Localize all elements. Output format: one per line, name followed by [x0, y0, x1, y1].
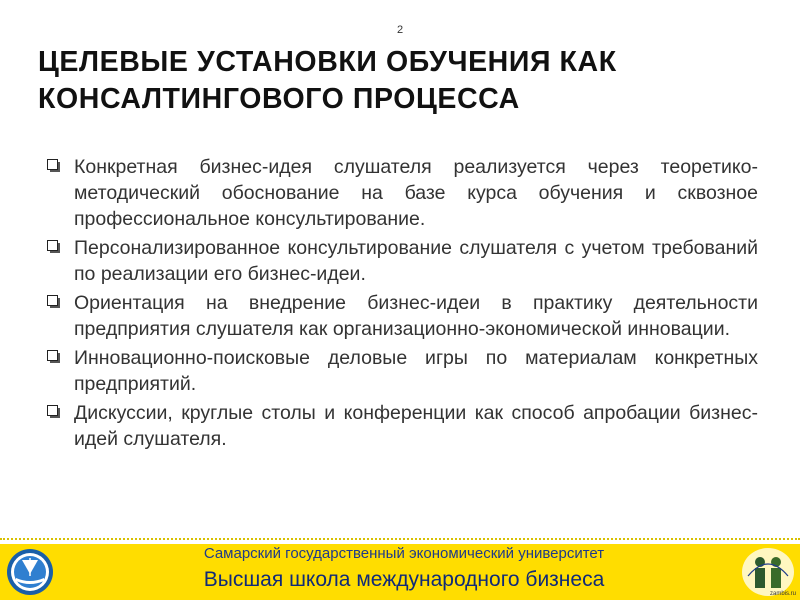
list-item: [46, 235, 758, 287]
checkbox-bullet-icon: [47, 159, 60, 172]
list-item: [46, 154, 758, 232]
checkbox-bullet-icon: [47, 295, 60, 308]
slide-number: 2: [396, 24, 404, 36]
school-name: Высшая школа международного бизнеса: [203, 568, 605, 591]
bullet-text: Конкретная бизнес-идея слушателя реализуется через теоретико-методический обоснование на базе курса обучения и сквозное профессиональное консультирование.: [74, 156, 758, 230]
footer-divider: [0, 538, 800, 540]
bullet-list: [46, 154, 758, 455]
university-name: Самарский государственный экономический университет: [203, 545, 605, 562]
list-item: [46, 290, 758, 342]
bullet-text: Инновационно-поисковые деловые игры по материалам конкретных предприятий.: [74, 347, 758, 395]
bullet-text: Персонализированное консультирование слушателя с учетом требований по реализации его бизнес-идеи.: [74, 237, 758, 285]
checkbox-bullet-icon: [47, 240, 60, 253]
list-item: [46, 345, 758, 397]
checkbox-bullet-icon: [47, 405, 60, 418]
bullet-text: Дискуссии, круглые столы и конференции как способ апробации бизнес-идей слушателя.: [74, 402, 758, 450]
logo-caption: zambis.ru: [770, 591, 797, 597]
bullet-text: Ориентация на внедрение бизнес-идеи в практику деятельности предприятия слушателя как организационно-экономической инновации.: [74, 292, 758, 340]
slide-title: ЦЕЛЕВЫЕ УСТАНОВКИ ОБУЧЕНИЯ КАК КОНСАЛТИНГОВОГО ПРОЦЕССА: [38, 46, 617, 115]
checkbox-bullet-icon: [47, 350, 60, 363]
list-item: [46, 400, 758, 452]
